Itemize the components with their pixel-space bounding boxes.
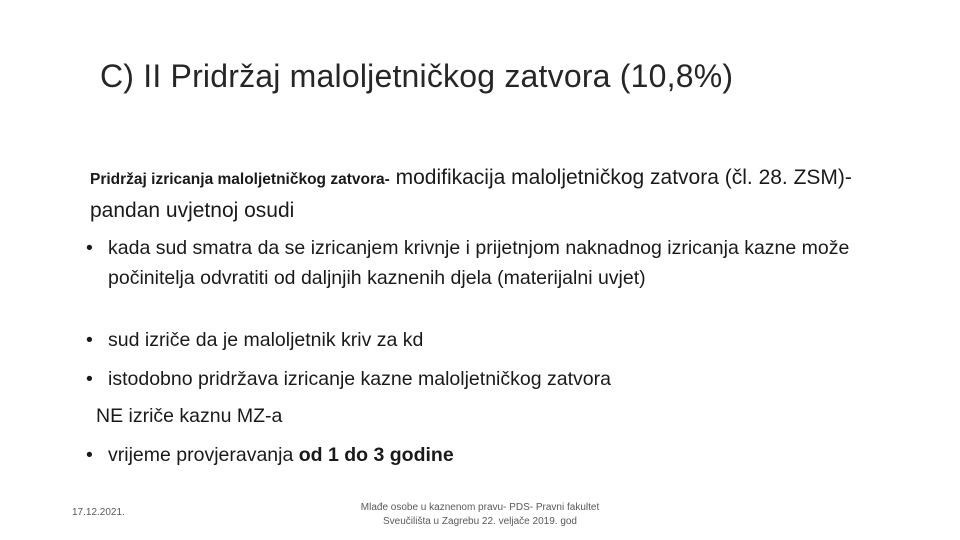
intro-paragraph bbox=[90, 162, 890, 226]
bullet-text-prefix: vrijeme provjeravanja bbox=[108, 444, 299, 466]
bullet-dot: • bbox=[86, 444, 93, 466]
list-item bbox=[86, 364, 898, 394]
bullet-dot: • bbox=[86, 329, 93, 351]
footer-line-2: Sveučilišta u Zagrebu 22. veljače 2019. god bbox=[382, 516, 577, 527]
bullet-text: istodobno pridržava izricanje kazne maloljetničkog zatvora bbox=[108, 368, 611, 390]
bullet-dot: • bbox=[86, 368, 93, 390]
bullet-text-bold: od 1 do 3 godine bbox=[298, 444, 454, 466]
list-item bbox=[86, 233, 898, 293]
bullet-text: kada sud smatra da se izricanjem krivnje i prijetnjom naknadnog izricanja kazne može počinitelja odvratiti od daljnjih kaznenih djela (materijalni uvjet) bbox=[108, 237, 850, 289]
plain-line: NE izriče kaznu MZ-a bbox=[96, 405, 283, 427]
footer-line-1: Mlađe osobe u kaznenom pravu- PDS- Pravni fakultet bbox=[360, 502, 600, 513]
footer-center bbox=[330, 501, 630, 529]
intro-lead: Pridržaj izricanja maloljetničkog zatvora- bbox=[90, 171, 390, 188]
list-item bbox=[86, 325, 898, 355]
footer-date: 17.12.2021. bbox=[72, 507, 125, 518]
bullet-dot: • bbox=[86, 237, 93, 259]
slide-title: C) II Pridržaj maloljetničkog zatvora (10,8%) bbox=[100, 58, 734, 94]
bullet-text: sud izriče da je maloljetnik kriv za kd bbox=[108, 329, 424, 351]
list-item bbox=[86, 440, 898, 470]
intro-rest: modifikacija maloljetničkog zatvora (čl. 28. ZSM)-pandan uvjetnoj osudi bbox=[90, 166, 852, 222]
